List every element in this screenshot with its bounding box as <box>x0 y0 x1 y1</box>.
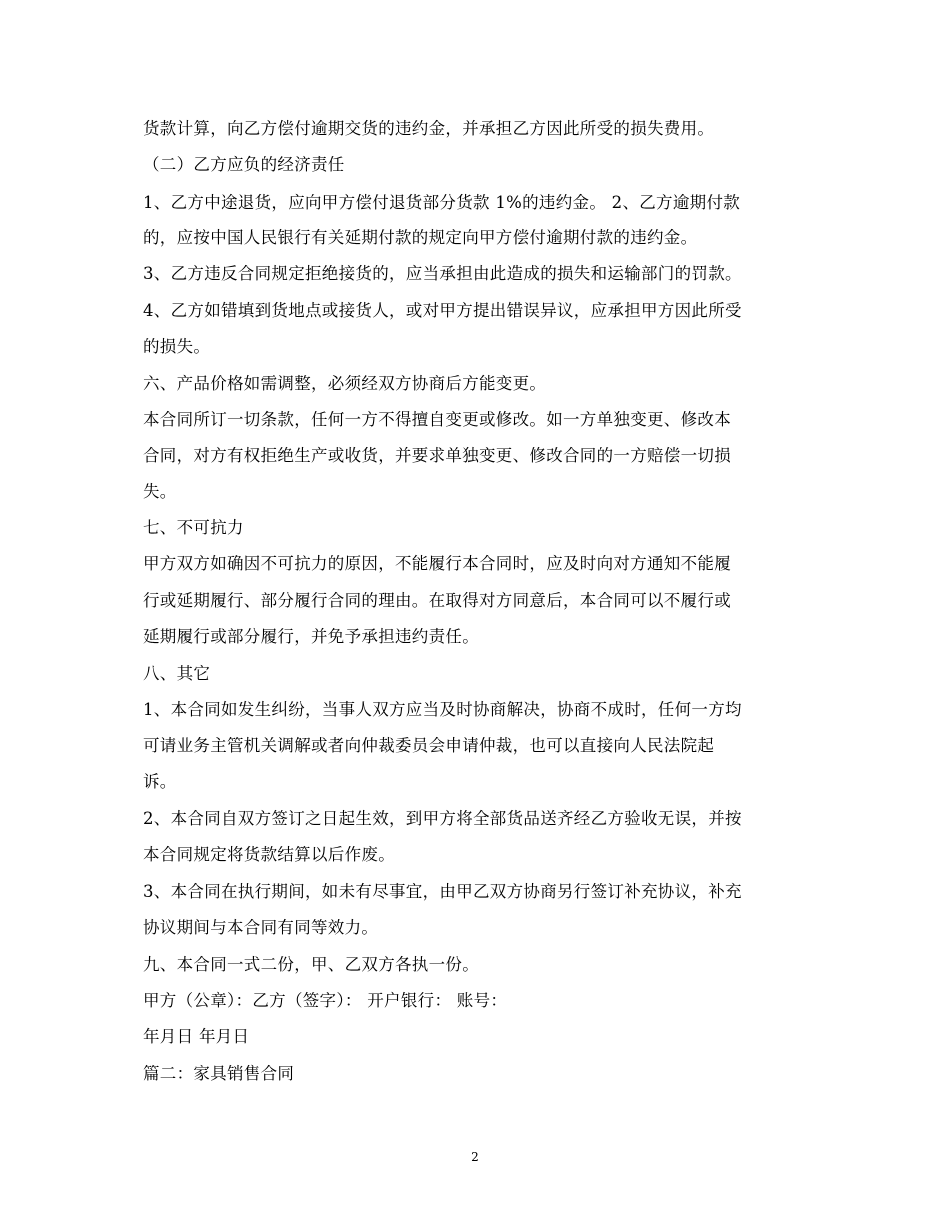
text-line: 1、乙方中途退货，应向甲方偿付退货部分货款 1%的违约金。 2、乙方逾期付款 <box>143 193 741 212</box>
text-line: 诉。 <box>143 772 177 791</box>
page-number: 2 <box>471 1150 479 1164</box>
text-line: 3、乙方违反合同规定拒绝接货的，应当承担由此造成的损失和运输部门的罚款。 <box>143 264 742 283</box>
text-line: 2、本合同自双方签订之日起生效，到甲方将全部货品送齐经乙方验收无误，并按 <box>143 809 742 828</box>
section-heading: 八、其它 <box>143 664 211 683</box>
text-line: 失。 <box>143 482 177 501</box>
next-part-heading: 篇二：家具销售合同 <box>143 1064 295 1083</box>
text-line: 的损失。 <box>143 337 211 356</box>
text-line: 行或延期履行、部分履行合同的理由。在取得对方同意后，本合同可以不履行或 <box>143 591 731 610</box>
section-heading: 九、本合同一式二份，甲、乙双方各执一份。 <box>143 955 479 974</box>
text-line: 协议期间与本合同有同等效力。 <box>143 918 379 937</box>
text-line: 的，应按中国人民银行有关延期付款的规定向甲方偿付逾期付款的违约金。 <box>143 228 698 247</box>
text-line: 1、本合同如发生纠纷，当事人双方应当及时协商解决，协商不成时，任何一方均 <box>143 700 742 719</box>
text-line: 延期履行或部分履行，并免予承担违约责任。 <box>143 627 479 646</box>
text-line: 3、本合同在执行期间，如未有尽事宜，由甲乙双方协商另行签订补充协议，补充 <box>143 882 742 901</box>
text-line: 本合同所订一切条款，任何一方不得擅自变更或修改。如一方单独变更、修改本 <box>143 410 731 429</box>
section-heading: 六、产品价格如需调整，必须经双方协商后方能变更。 <box>143 374 547 393</box>
text-line: 甲方双方如确因不可抗力的原因，不能履行本合同时，应及时向对方通知不能履 <box>143 554 731 573</box>
text-line: 本合同规定将货款结算以后作废。 <box>143 845 395 864</box>
text-line: 4、乙方如错填到货地点或接货人，或对甲方提出错误异议，应承担甲方因此所受 <box>143 301 742 320</box>
signature-line: 甲方（公章）：乙方（签字）： 开户银行： 账号： <box>143 991 508 1010</box>
section-heading: （二）乙方应负的经济责任 <box>143 155 345 174</box>
section-heading: 七、不可抗力 <box>143 518 244 537</box>
text-line: 合同，对方有权拒绝生产或收货，并要求单独变更、修改合同的一方赔偿一切损 <box>143 446 731 465</box>
text-line: 货款计算，向乙方偿付逾期交货的违约金，并承担乙方因此所受的损失费用。 <box>143 119 715 138</box>
date-line: 年月日 年月日 <box>143 1027 250 1046</box>
text-line: 可请业务主管机关调解或者向仲裁委员会申请仲裁，也可以直接向人民法院起 <box>143 736 715 755</box>
